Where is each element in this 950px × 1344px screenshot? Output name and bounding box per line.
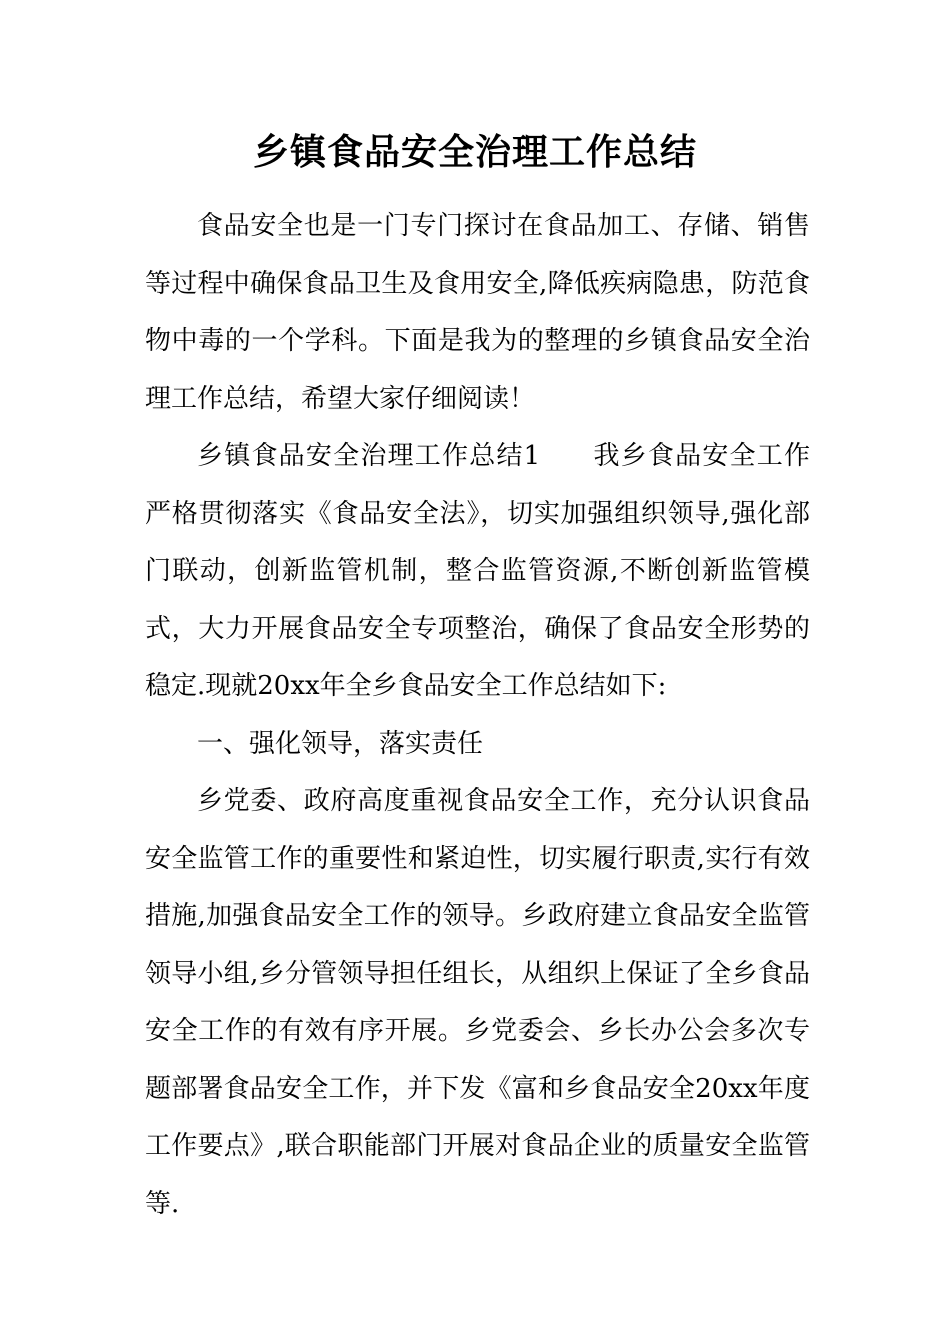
subheading: 一、强化领导，落实责任 (197, 728, 484, 759)
section-heading: 乡镇食品安全治理工作总结1 (197, 441, 541, 471)
document-body (145, 198, 810, 1233)
document-title: 乡镇食品安全治理工作总结 (252, 132, 697, 173)
intro-paragraph: 食品安全也是一门专门探讨在食品加工、存储、销售等过程中确保食品卫生及食用安全,降低疾病隐患，防范食物中毒的一个学科。下面是我为的整理的乡镇食品安全治理工作总结，希望大家仔细阅读！ (145, 211, 810, 414)
leadership-paragraph: 乡党委、政府高度重视食品安全工作，充分认识食品安全监管工作的重要性和紧迫性，切实履行职责,实行有效措施,加强食品安全工作的领导。乡政府建立食品安全监管领导小组,乡分管领导担任组长，从组织上保证了全乡食品安全工作的有效有序开展。乡党委会、乡长办公会多次专题部署食品安全工作，并下发《富和乡食品安全20xx年度工作要点》,联合职能部门开展对食品企业的质量安全监管等. (145, 786, 810, 1219)
section-paragraph (145, 428, 810, 716)
section-body: 我乡食品安全工作严格贯彻落实《食品安全法》，切实加强组织领导,强化部门联动，创新监管机制，整合监管资源,不断创新监管模式，大力开展食品安全专项整治，确保了食品安全形势的稳定.现就20xx年全乡食品安全工作总结如下: (145, 441, 810, 701)
